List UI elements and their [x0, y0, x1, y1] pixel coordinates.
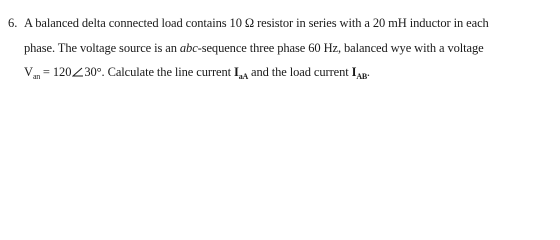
question-number: 6. [8, 16, 18, 30]
problem-line-3-end: . [366, 65, 370, 79]
problem-line-3-mid: . Calculate the line current [101, 65, 235, 79]
problem-line-2-post: -sequence three phase 60 Hz, balanced wye with a voltage [197, 41, 484, 55]
problem-line-2-pre: phase. The voltage source is an [24, 41, 180, 55]
voltage-symbol-letter: V [24, 65, 33, 79]
sequence-label: abc [179, 41, 198, 55]
voltage-angle: 30° [84, 65, 102, 79]
problem-line-1-text: A balanced delta connected load contains 10 Ω resistor in series with a 20 mH inductor in each [24, 16, 489, 30]
load-current-subscript: AB [356, 72, 367, 81]
problem-line-1 [24, 15, 489, 31]
load-current-letter: I [351, 65, 357, 79]
voltage-equals: = 120 [39, 65, 72, 79]
problem-line-3 [24, 64, 370, 82]
voltage-subscript: an [32, 72, 40, 81]
voltage-symbol [24, 65, 40, 79]
load-current-symbol [352, 65, 367, 79]
line-current-subscript: aA [238, 72, 248, 81]
line-current-letter: I [234, 65, 239, 79]
angle-icon [72, 67, 83, 77]
problem-line-2 [24, 40, 484, 56]
problem-line-3-and: and the load current [247, 65, 352, 79]
problem-statement [0, 0, 560, 85]
line-current-symbol [234, 65, 248, 79]
